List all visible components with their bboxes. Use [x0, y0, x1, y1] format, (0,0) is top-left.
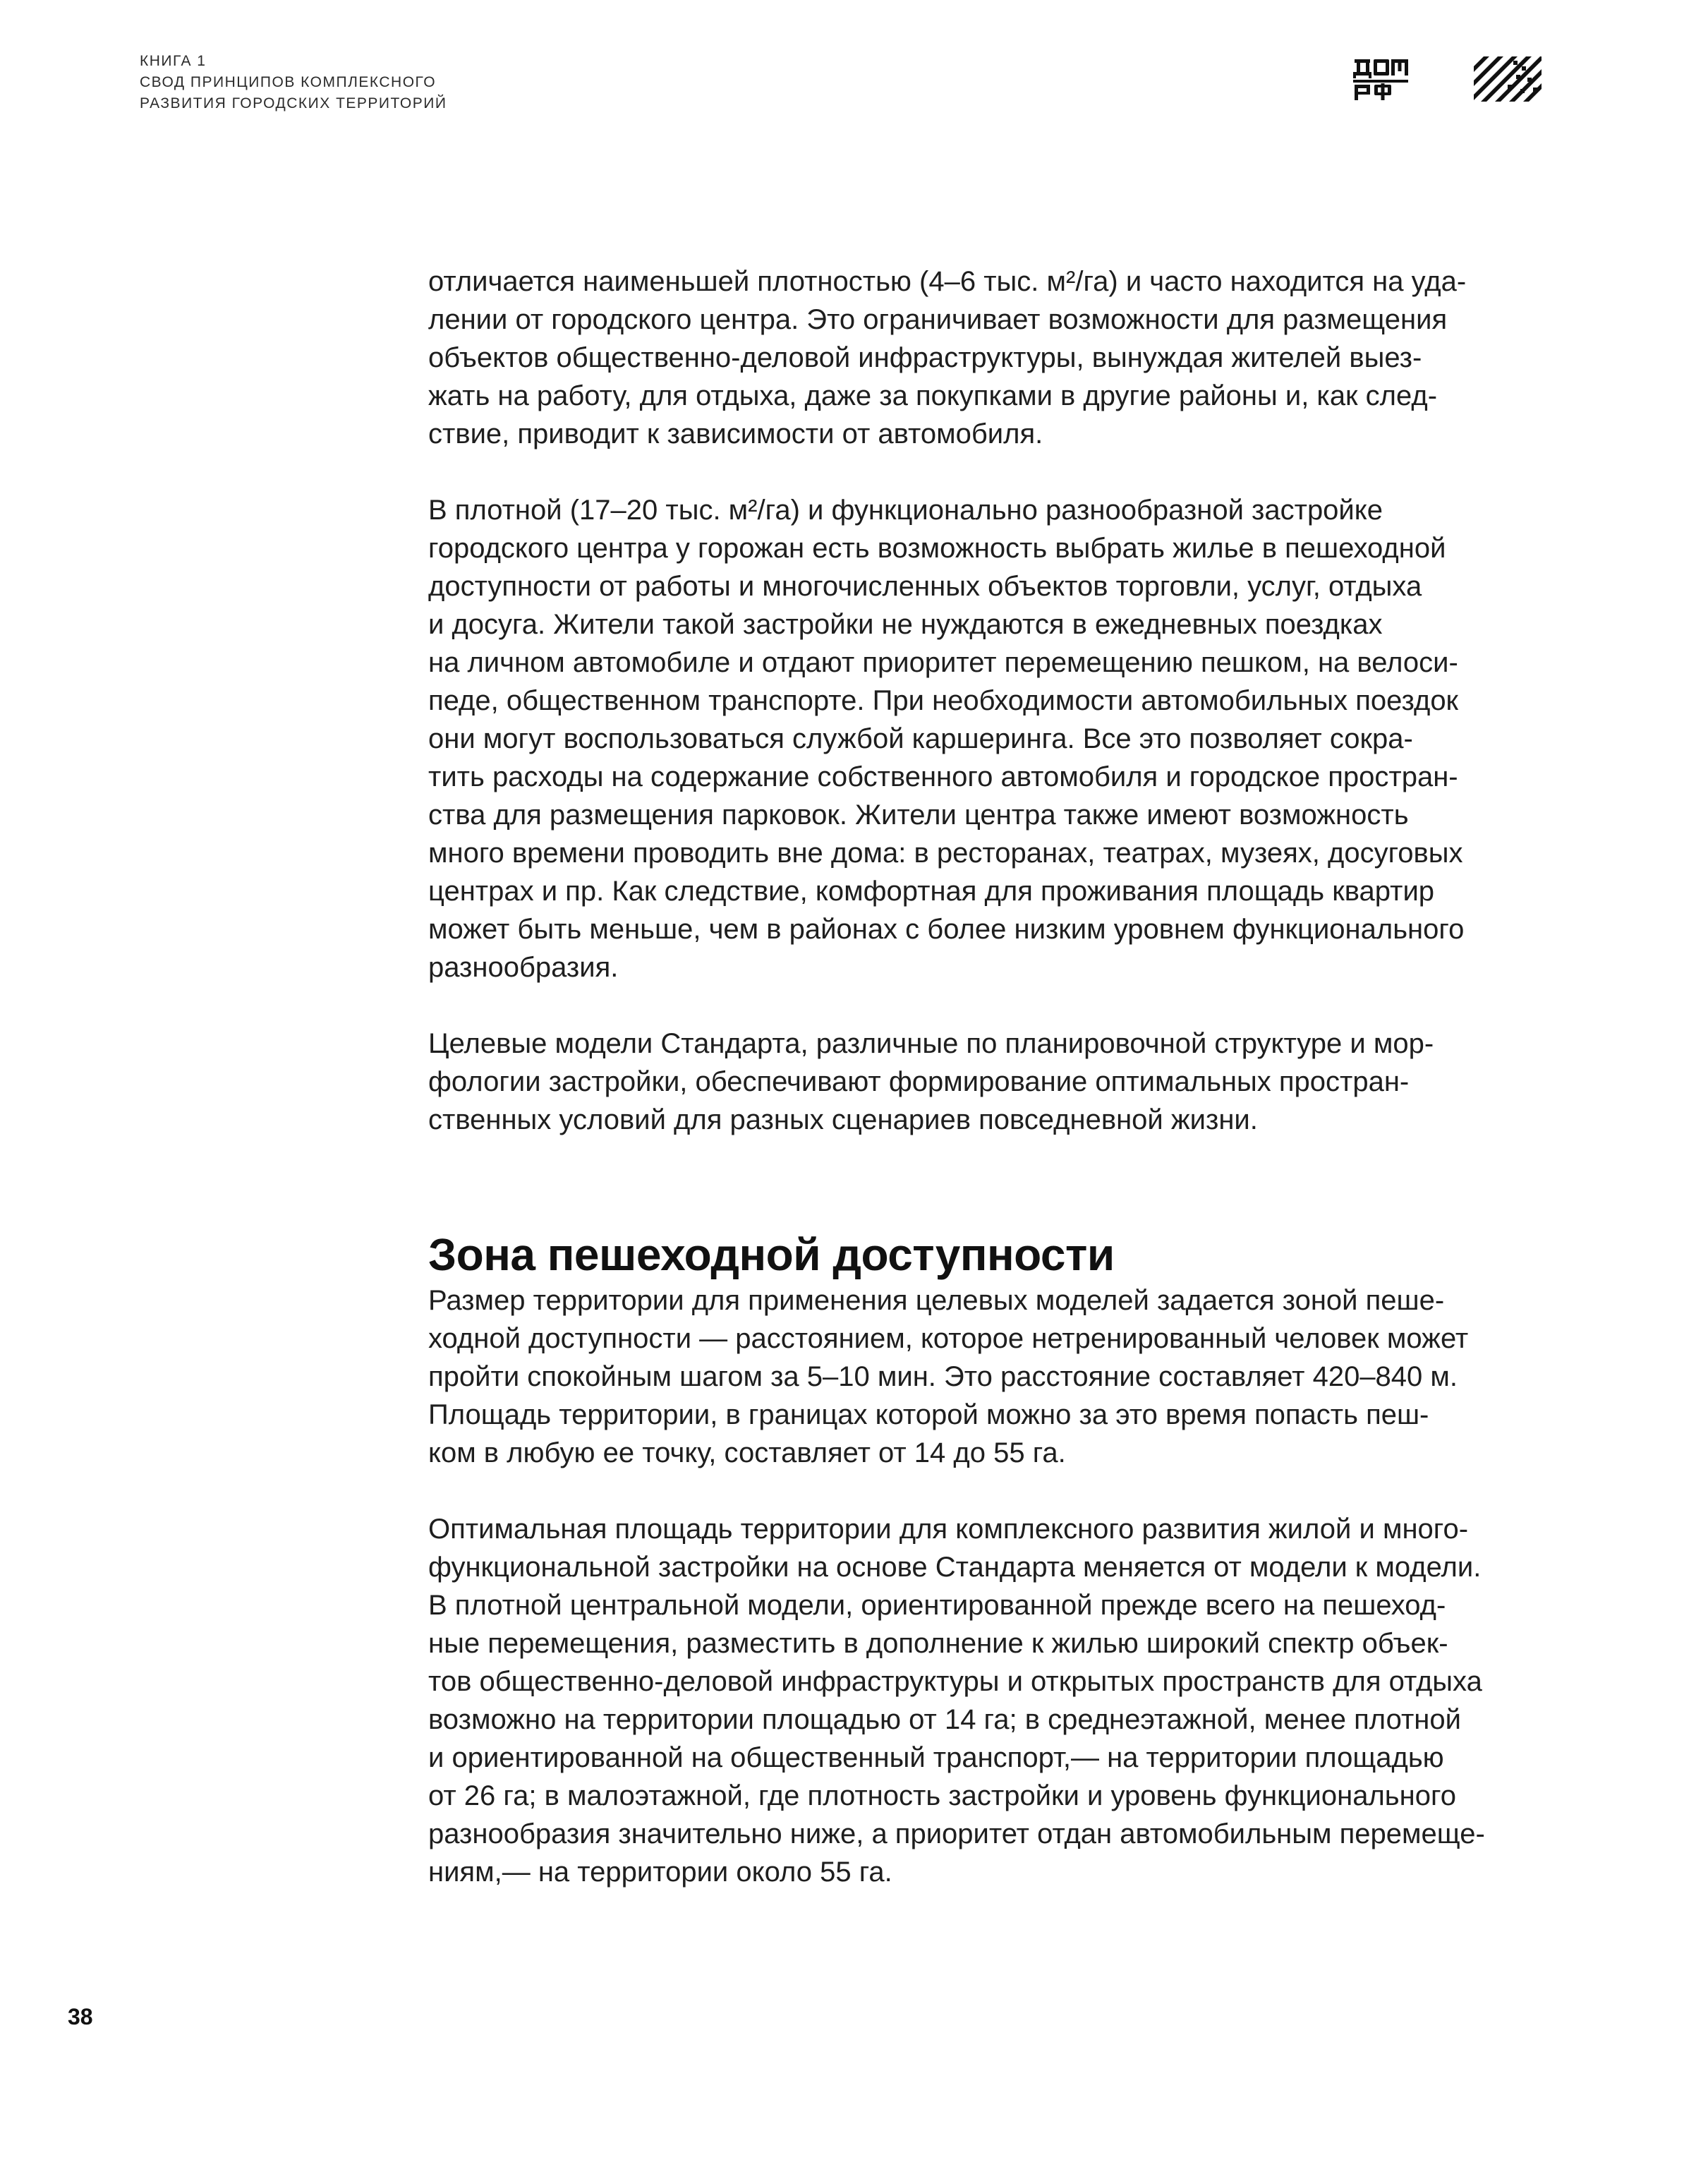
paragraph-walk-zone: Размер территории для применения целевых моделей задается зоной пеше- ходной доступности — расстоянием, которое нетренированный человек может пройти спокойным шагом за 5–10 мин. Это расстояние составляет 420–840 м. Площадь территории, в границах которой можно за это время попасть пеш- ком в любую ее точку, составляет от 14 до 55 га. — [428, 1285, 1469, 1468]
paragraph-low-density: отличается наименьшей плотностью (4–6 тыс. м²/га) и часто находится на уда- лении от городского центра. Это ограничивает возможности для размещения объектов общественно-деловой инфраструктуры, вынуждая жителей выез- жать на работу, для отдыха, даже за покупками в другие районы и, как след- ствие, приводит к зависимости от автомобиля. — [428, 266, 1467, 449]
header-title-line-1: СВОД ПРИНЦИПОВ КОМПЛЕКСНОГО — [140, 74, 437, 90]
dom-rf-logo — [1353, 56, 1410, 102]
header-book-label: КНИГА 1 — [140, 53, 207, 69]
body-text-column — [428, 262, 1585, 1139]
running-header — [140, 51, 447, 114]
section-title: Зона пешеходной доступности — [428, 1229, 1115, 1280]
paragraph-dense-center: В плотной (17–20 тыс. м²/га) и функционально разнообразной застройке городского центра у горожан есть возможность выбрать жилье в пешеходной доступности от работы и многочисленных объектов торговли, услуг, отдыха и досуга. Жители такой застройки не нуждаются в ежедневных поездках на личном автомобиле и отдают приоритет перемещению пешком, на велоси- педе, общественном транспорте. При необходимости автомобильных поездок они могут воспользоваться службой каршеринга. Все это позволяет сокра- тить расходы на содержание собственного автомобиля и городское простран- ства для размещения парковок. Жители центра также имеют возможность много времени проводить вне дома: в ресторанах, театрах, музеях, досуговых центрах и пр. Как следствие, комфортная для проживания площадь квартир может быть меньше, чем в районах с более низким уровнем функционального разнообразия. — [428, 495, 1465, 983]
striped-pattern-logo — [1474, 56, 1542, 102]
paragraph-target-models: Целевые модели Стандарта, различные по планировочной структуре и мор- фологии застройки, обеспечивают формирование оптимальных простран- ственных условий для разных сценариев повседневной жизни. — [428, 1028, 1434, 1135]
header-title-line-2: РАЗВИТИЯ ГОРОДСКИХ ТЕРРИТОРИЙ — [140, 95, 447, 111]
page-number: 38 — [68, 2004, 93, 2029]
walkability-section — [428, 1228, 1585, 1891]
paragraph-optimal-area: Оптимальная площадь территории для комплексного развития жилой и много- функциональной застройки на основе Стандарта меняется от модели к модели. В плотной центральной модели, ориентированной прежде всего на пешеход- ные перемещения, разместить в дополнение к жилью широкий спектр объек- тов общественно-деловой инфраструктуры и открытых пространств для отдыха возможно на территории площадью от 14 га; в среднеэтажной, менее плотной и ориентированной на общественный транспорт,— на территории площадью от 26 га; в малоэтажной, где плотность застройки и уровень функционального разнообразия значительно ниже, а приоритет отдан автомобильным перемеще- ниям,— на территории около 55 га. — [428, 1514, 1485, 1888]
